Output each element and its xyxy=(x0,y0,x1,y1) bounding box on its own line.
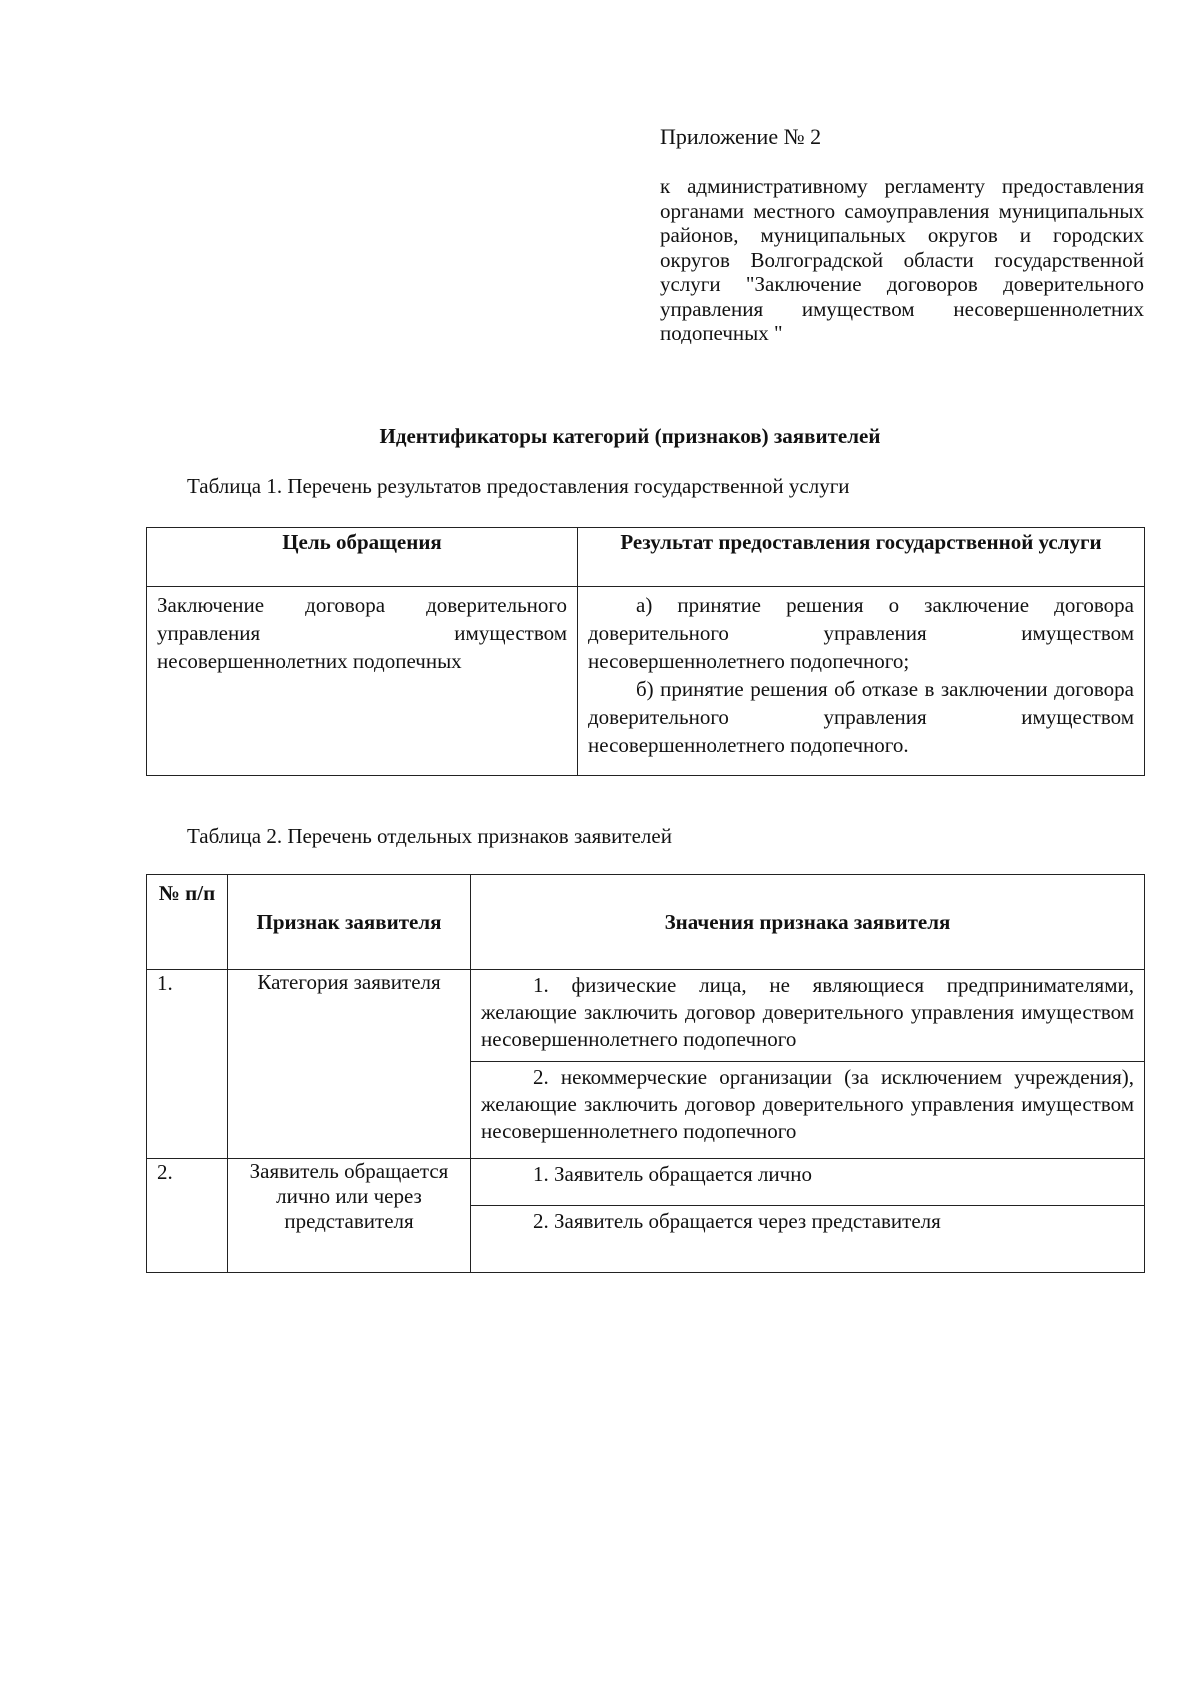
value-text: 1. физические лица, не являющиеся предпринимателями, желающие заключить договор доверительного управления имуществом несовершеннолетнего подопечного xyxy=(481,973,1134,1051)
table2-row-value xyxy=(471,970,1145,1062)
table1-header-result: Результат предоставления государственной услуги xyxy=(578,528,1145,587)
table2-caption: Таблица 2. Перечень отдельных признаков заявителей xyxy=(187,824,672,848)
table1-goal-cell: Заключение договора доверительного управления имуществом несовершеннолетних подопечных xyxy=(147,587,578,776)
page-title: Идентификаторы категорий (признаков) заявителей xyxy=(379,424,881,448)
value-text: 1. Заявитель обращается лично xyxy=(533,1162,812,1186)
table2-row-num: 1. xyxy=(147,970,228,1159)
table2-header-sign: Признак заявителя xyxy=(228,875,471,970)
table1-header-goal: Цель обращения xyxy=(147,528,578,587)
table2-row-value xyxy=(471,1159,1145,1206)
table1-results-cell xyxy=(578,587,1145,776)
appendix-text: к административному регламенту предоставления органами местного самоуправления муниципальных районов, муниципальных округов и городских округов Волгоградской области государственной услуги "Заключение договоров доверительного управления имуществом несовершеннолетних подопечных " xyxy=(660,174,1144,345)
table2-row-sign: Заявитель обращается лично или через представителя xyxy=(228,1159,471,1273)
table1-result-item: б) принятие решения об отказе в заключении договора доверительного управления имуществом несовершеннолетнего подопечного. xyxy=(588,677,1134,757)
value-text: 2. Заявитель обращается через представителя xyxy=(533,1209,941,1233)
applicant-signs-table xyxy=(146,874,1145,1273)
table1-result-item: а) принятие решения о заключение договора доверительного управления имуществом несовершеннолетнего подопечного; xyxy=(588,593,1134,673)
table2-row-num: 2. xyxy=(147,1159,228,1273)
table1-caption: Таблица 1. Перечень результатов предоставления государственной услуги xyxy=(187,474,850,498)
table2-row-value xyxy=(471,1062,1145,1159)
table2-row-sign: Категория заявителя xyxy=(228,970,471,1159)
appendix-title: Приложение № 2 xyxy=(660,124,822,149)
table2-header-values: Значения признака заявителя xyxy=(471,875,1145,970)
table2-header-num: № п/п xyxy=(147,875,228,970)
results-table xyxy=(146,527,1145,776)
table2-row-value xyxy=(471,1206,1145,1273)
value-text: 2. некоммерческие организации (за исключением учреждения), желающие заключить договор доверительного управления имуществом несовершеннолетнего подопечного xyxy=(481,1065,1134,1143)
